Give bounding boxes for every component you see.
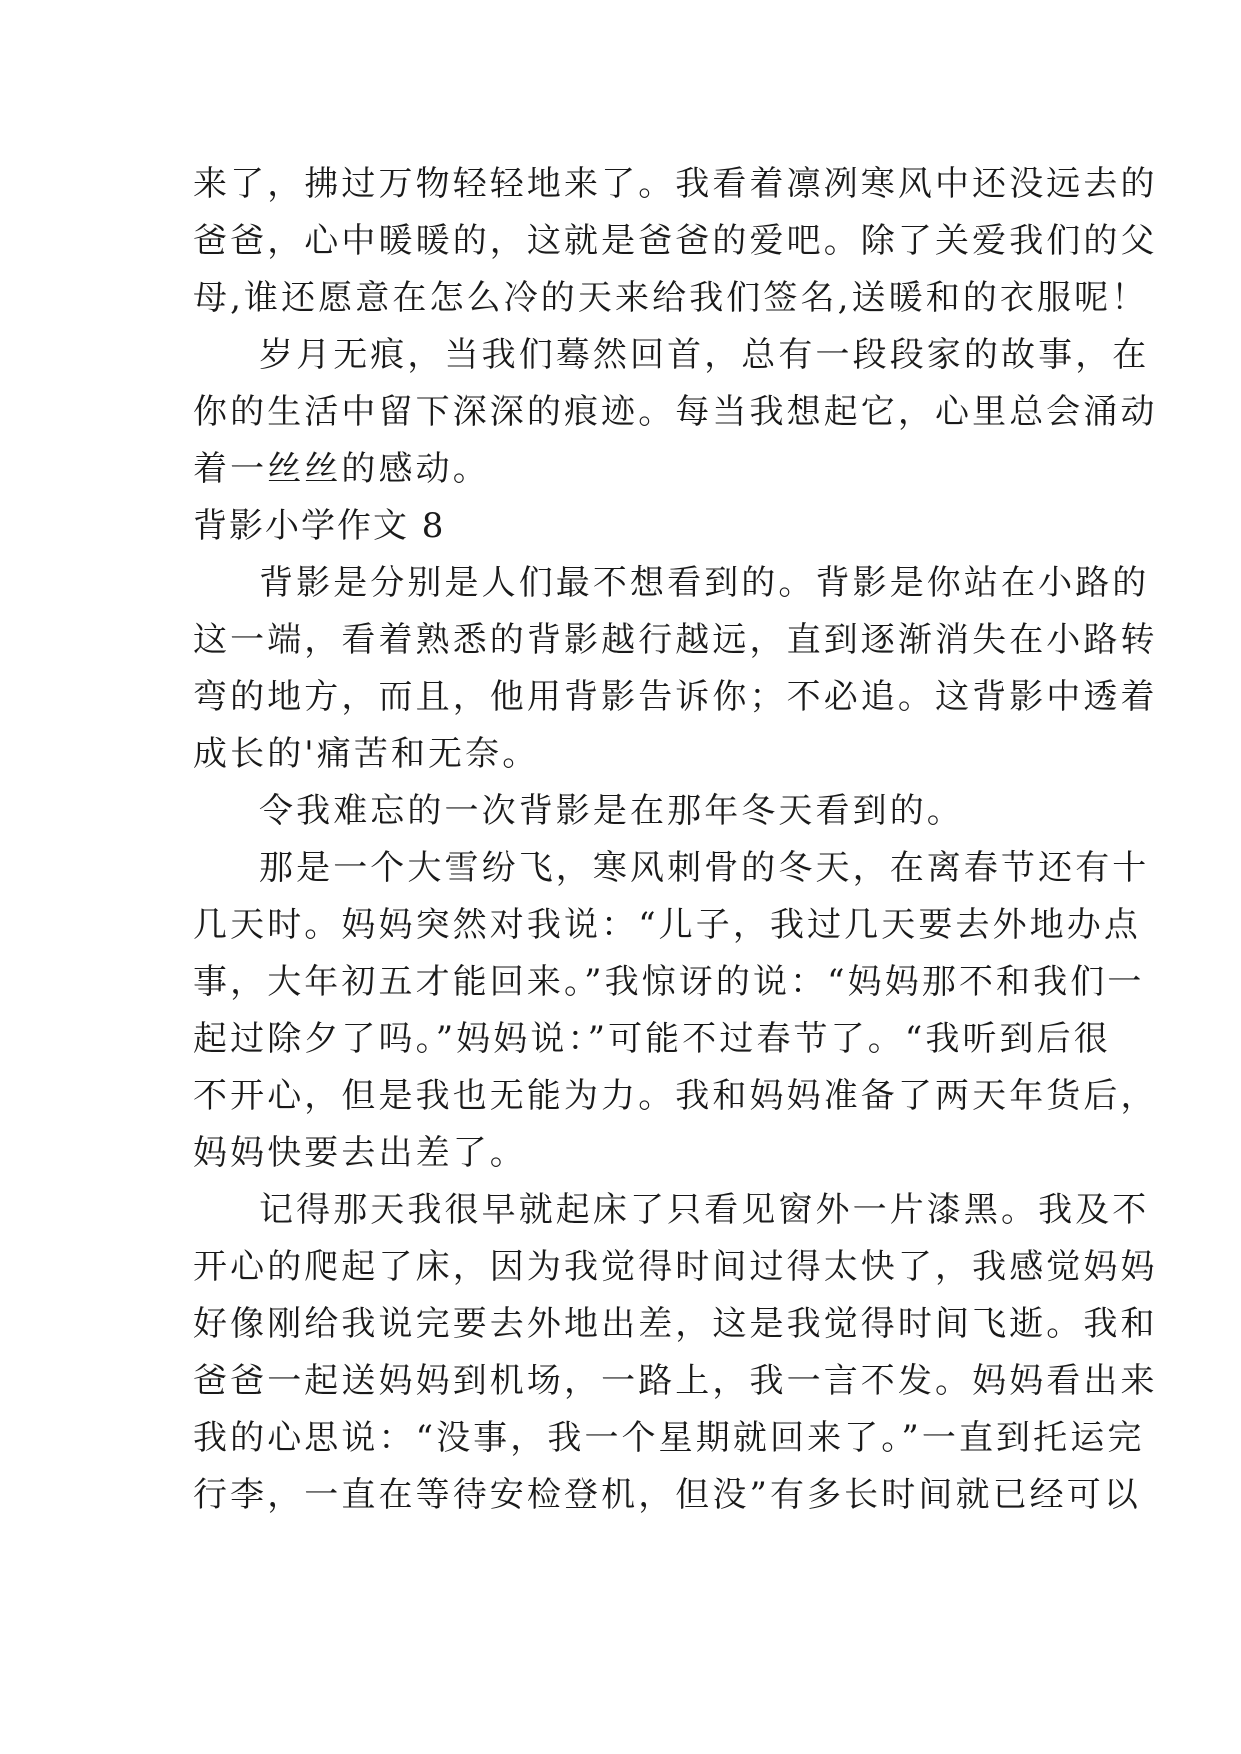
paragraph-start-line: 背影是分别是人们最不想看到的。背影是你站在小路的 [259,563,1150,603]
text-line: 爸爸，心中暖暖的，这就是爸爸的爱吧。除了关爱我们的父 [193,221,1158,261]
text-line: 事，大年初五才能回来。”我惊讶的说：“妈妈那不和我们一 [193,962,1145,1002]
paragraph-start-line: 那是一个大雪纷飞，寒风刺骨的冬天，在离春节还有十 [259,848,1150,888]
text-line: 不开心，但是我也无能为力。我和妈妈准备了两天年货后， [193,1076,1158,1116]
text-line: 成长的'痛苦和无奈。 [193,734,540,774]
section-title: 背影小学作文 8 [193,506,446,546]
text-line: 这一端，看着熟悉的背影越行越远，直到逐渐消失在小路转 [193,620,1158,660]
text-line: 着一丝丝的感动。 [193,449,490,489]
paragraph-start-line: 令我难忘的一次背影是在那年冬天看到的。 [259,791,964,831]
text-line: 弯的地方，而且，他用背影告诉你；不必追。这背影中透着 [193,677,1158,717]
text-line: 母,谁还愿意在怎么冷的天来给我们签名,送暖和的衣服呢！ [193,278,1149,318]
text-line: 你的生活中留下深深的痕迹。每当我想起它，心里总会涌动 [193,392,1158,432]
text-line: 爸爸一起送妈妈到机场，一路上，我一言不发。妈妈看出来 [193,1361,1158,1401]
text-line: 好像刚给我说完要去外地出差，这是我觉得时间飞逝。我和 [193,1304,1158,1344]
text-line: 我的心思说：“没事，我一个星期就回来了。”一直到托运完 [193,1418,1145,1458]
text-line: 妈妈快要去出差了。 [193,1133,527,1173]
paragraph-start-line: 岁月无痕，当我们蓦然回首，总有一段段家的故事，在 [259,335,1150,375]
text-line: 几天时。妈妈突然对我说：“儿子，我过几天要去外地办点 [193,905,1141,945]
text-line: 开心的爬起了床，因为我觉得时间过得太快了，我感觉妈妈 [193,1247,1158,1287]
paragraph-start-line: 记得那天我很早就起床了只看见窗外一片漆黑。我及不 [259,1190,1150,1230]
text-line: 来了，拂过万物轻轻地来了。我看着凛冽寒风中还没远去的 [193,164,1158,204]
text-line: 行李，一直在等待安检登机，但没”有多长时间就已经可以 [193,1475,1141,1515]
text-line: 起过除夕了吗。”妈妈说：”可能不过春节了。“我听到后很 [193,1019,1111,1059]
